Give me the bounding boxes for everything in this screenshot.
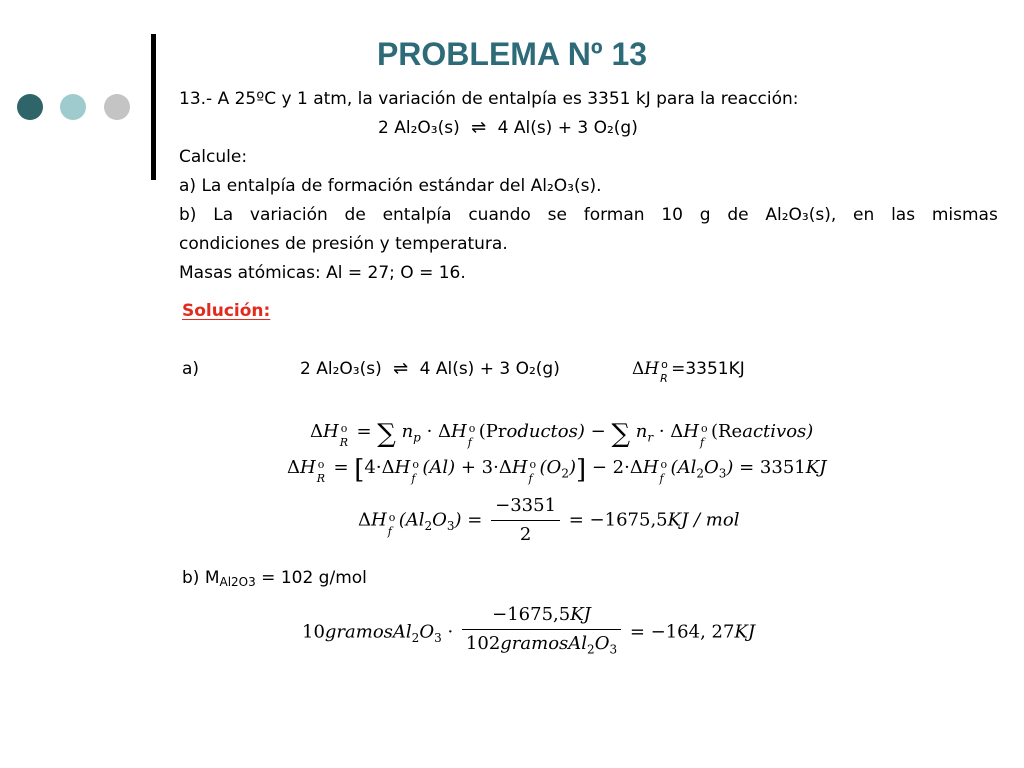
eqb-lhs: 10 (302, 621, 325, 643)
solution-a-enthalpy (632, 358, 745, 385)
equation-b (302, 603, 755, 662)
eq3-equals: = (467, 509, 483, 531)
part-b-word: La (213, 205, 234, 225)
eqb-result: = −164, 27 (629, 621, 735, 643)
eq1-reactants: (Re (710, 421, 743, 442)
eq1-equals: = (356, 421, 372, 442)
eqb-numerator (462, 603, 621, 630)
eq2-unit: KJ (805, 457, 827, 478)
eq2-close-bracket: ] (575, 455, 587, 485)
eqb-den: 102 (465, 633, 501, 654)
eq1-dot: · (426, 421, 433, 442)
eq2-open-bracket: [ (354, 455, 365, 485)
part-b-word: g (699, 205, 711, 225)
part-b-word: cuando (468, 205, 531, 225)
eq2-o2-sub: 2 (561, 466, 569, 481)
solution-a-label: a) (182, 359, 200, 379)
eq1-np-sub: p (413, 430, 421, 445)
vertical-divider (151, 34, 156, 180)
eq2-result: = 3351 (733, 457, 806, 478)
solution-a-reaction (300, 358, 560, 380)
eq1-reactants-it: activos) (742, 421, 814, 442)
eq2-plus3: + 3· (455, 457, 499, 478)
eq2-minus2: − 2· (586, 457, 630, 478)
part-b-word: forman (583, 205, 645, 225)
part-b-word: Al₂O₃(s), (765, 205, 837, 225)
eqb-lhs-sub1: 2 (411, 630, 420, 645)
eq3-fraction (491, 494, 560, 547)
b-subscript: Al2O3 (219, 575, 256, 589)
eq3-close: ) (454, 509, 462, 531)
b-label: b) M (182, 568, 220, 588)
reaction-right: 4 Al(s) + 3 O₂(g) (497, 118, 638, 138)
problem-part-b-line-1 (179, 204, 998, 226)
eq1-minus: − (590, 421, 606, 442)
eq2-close: ) (726, 457, 734, 478)
reaction-right: 4 Al(s) + 3 O₂(g) (419, 359, 560, 379)
eqb-dot: · (447, 621, 454, 643)
part-b-word: variación (249, 205, 328, 225)
eq2-o2-close: ) (568, 457, 576, 478)
equation-1: ΔH o R = ∑ $n_p \cdot \Delta H$ o f (Productos) − ∑ $n_r \cdot \Delta H$ o f (Reactivos) (310, 419, 814, 449)
sum-icon: ∑ (377, 419, 396, 449)
equation-2: ΔH o R = [4·ΔH o f (Al) + 3·ΔH o f $(O_2)] - 2\cdot\Delta H$ o f $(Al_2O_3) = 3351KJ$ (287, 455, 827, 485)
decorative-dot-grey (104, 94, 130, 120)
part-b-word: 10 (661, 205, 683, 225)
eq2-al: (Al) (422, 457, 456, 478)
eq3-result: = −1675,5 (568, 509, 668, 531)
delta-h-symbol: ΔH (632, 359, 660, 379)
problem-part-b-line-2: condiciones de presión y temperatura. (179, 234, 508, 254)
eq2-al2o3: (Al (670, 457, 697, 478)
part-b-word: se (547, 205, 567, 225)
problem-line-1: 13.- A 25ºC y 1 atm, la variación de entalpía es 3351 kJ para la reacción: (179, 89, 799, 109)
problem-reaction (378, 117, 638, 139)
eq3-unit: KJ / mol (667, 509, 740, 531)
eq2-sub2: 3 (718, 466, 727, 481)
eq2-o2: (O (539, 457, 562, 478)
sum-icon: ∑ (611, 419, 630, 449)
equation-3: ΔH o f $(Al_2O_3)$ = $\frac{-3351}{2}$ = −1675,5KJ / mol (358, 495, 740, 545)
part-b-word: en (853, 205, 875, 225)
eqb-lhs-sub2: 3 (434, 630, 442, 645)
problem-part-a: a) La entalpía de formación estándar del Al₂O₃(s). (179, 176, 602, 196)
eqb-den-sub1: 2 (587, 642, 595, 657)
eq3-sub1: 2 (424, 519, 433, 534)
eqb-denominator (462, 630, 621, 662)
eq1-np: n (401, 421, 414, 442)
eq1-nr-sub: r (647, 430, 654, 445)
part-b-word: de (344, 205, 366, 225)
slide-title: PROBLEMA Nº 13 (376, 36, 648, 72)
eq3-sub2: 3 (446, 519, 455, 534)
part-b-word: entalpía (382, 205, 452, 225)
part-b-word: las (891, 205, 916, 225)
eq1-products: (Pr (478, 421, 507, 442)
eq2-sub1: 2 (696, 466, 704, 481)
decorative-dot-light (60, 94, 86, 120)
eqb-lhs-o: O (419, 621, 435, 643)
part-b-word: b) (179, 205, 197, 225)
eq3-o: O (432, 509, 447, 531)
eq1-dot: · (658, 421, 665, 442)
eqb-den-o: O (594, 633, 610, 654)
equilibrium-arrow-icon: ⇌ (393, 358, 409, 379)
eq1-products-it: oductos) (506, 421, 585, 442)
eqb-lhs-it: gramosAl (324, 621, 412, 643)
solution-b-label (182, 567, 367, 593)
b-value: = 102 g/mol (255, 568, 367, 588)
eq2-o: O (703, 457, 719, 478)
eqb-fraction (462, 603, 621, 662)
eq2-four: 4· (364, 457, 382, 478)
reaction-left: 2 Al₂O₃(s) (300, 359, 382, 379)
problem-calcule: Calcule: (179, 147, 248, 167)
decorative-dot-dark (17, 94, 43, 120)
eqb-unit: KJ (734, 621, 756, 643)
eq3-denominator: 2 (519, 524, 532, 545)
part-b-word: de (727, 205, 749, 225)
part-b-word: mismas (931, 205, 998, 225)
eq3-al2o3: (Al (398, 509, 425, 531)
eqb-den-it: gramosAl (500, 633, 588, 654)
reaction-left: 2 Al₂O₃(s) (378, 118, 460, 138)
delta-h-value: =3351KJ (671, 359, 745, 379)
superscript-subscript: o R (660, 358, 668, 385)
eqb-num: −1675,5 (492, 604, 571, 625)
problem-masses: Masas atómicas: Al = 27; O = 16. (179, 263, 466, 283)
solution-label: Solución: (182, 301, 271, 321)
eqb-den-sub2: 3 (609, 642, 618, 657)
eq3-numerator: −3351 (491, 494, 560, 521)
equilibrium-arrow-icon: ⇌ (471, 117, 487, 138)
eq1-nr: n (635, 421, 648, 442)
eq2-equals: = (333, 457, 349, 478)
eqb-num-unit: KJ (570, 604, 591, 625)
